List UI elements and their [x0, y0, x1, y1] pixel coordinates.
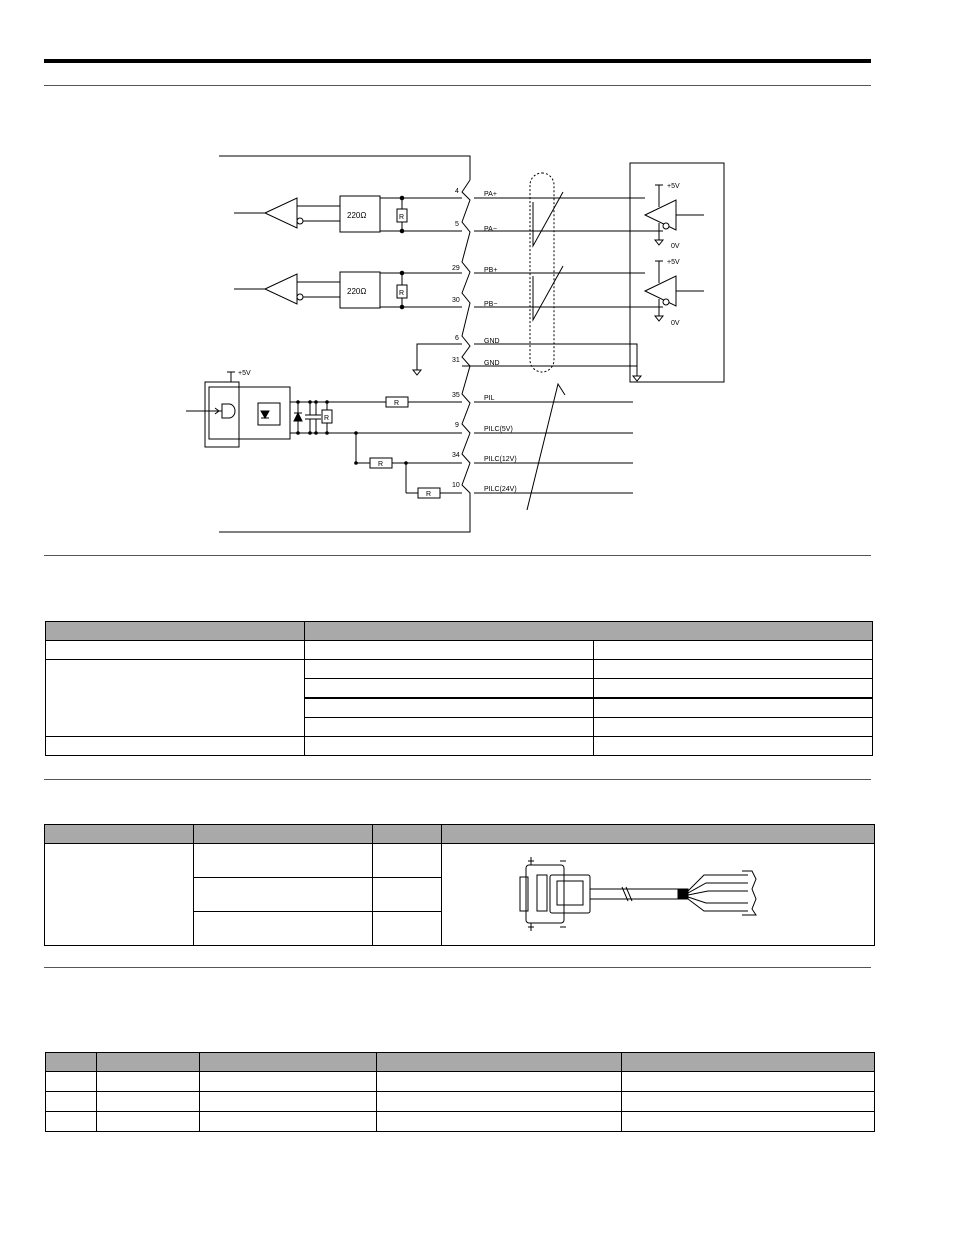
r-label: R — [324, 415, 330, 422]
pin-number: 31 — [452, 357, 460, 364]
pin-name: PIL — [484, 395, 495, 402]
r-label: R — [378, 461, 384, 468]
table-header-cell — [200, 1053, 377, 1072]
pin-number: 10 — [452, 482, 460, 489]
pin-name: PB+ — [484, 267, 498, 274]
table-header-cell — [46, 622, 305, 641]
table-row — [46, 641, 873, 660]
pin-name: GND — [484, 338, 500, 345]
plus5v-label: +5V — [667, 183, 680, 190]
table-row — [46, 737, 873, 756]
cable-table — [44, 824, 875, 946]
table-header-cell — [442, 825, 875, 844]
pin-name: PILC(24V) — [484, 486, 517, 493]
pin-name: PA− — [484, 226, 497, 233]
table-row — [46, 1112, 875, 1132]
spec-table — [45, 621, 873, 756]
table-header-cell — [46, 1053, 97, 1072]
table-header-cell — [377, 1053, 622, 1072]
table-header-cell — [373, 825, 442, 844]
table-header-cell — [194, 825, 373, 844]
pin-name: PB− — [484, 301, 498, 308]
r-label: R — [394, 400, 400, 407]
pin-number: 5 — [455, 221, 459, 228]
table-header-cell — [622, 1053, 875, 1072]
pin-number: 30 — [452, 297, 460, 304]
plus5v-label: +5V — [238, 370, 251, 377]
r-label: R — [426, 491, 432, 498]
r-label: R — [399, 290, 405, 297]
table-header-cell — [97, 1053, 200, 1072]
pin-name: PILC(12V) — [484, 456, 517, 463]
pin-name: GND — [484, 360, 500, 367]
table-header-cell — [45, 825, 194, 844]
plus5v-label: +5V — [667, 259, 680, 266]
table-row — [46, 660, 873, 679]
res220-label-a: 220Ω — [347, 211, 367, 220]
cable-illustration — [442, 845, 875, 945]
table-header-cell — [305, 622, 873, 641]
model-table — [45, 1052, 875, 1132]
pin-number: 4 — [455, 188, 459, 195]
res220-label-b: 220Ω — [347, 287, 367, 296]
section-rule-4 — [44, 967, 871, 968]
pin-number: 35 — [452, 392, 460, 399]
zero-v-label: 0V — [671, 243, 680, 250]
table-row — [46, 1092, 875, 1112]
pin-number: 6 — [455, 335, 459, 342]
wiring-diagram — [0, 0, 954, 560]
zero-v-label: 0V — [671, 320, 680, 327]
section-rule-3 — [44, 779, 871, 780]
pin-name: PA+ — [484, 191, 497, 198]
pin-number: 29 — [452, 265, 460, 272]
table-row — [46, 1072, 875, 1092]
section-rule-2 — [44, 555, 871, 556]
table-row — [45, 844, 875, 878]
pin-name: PILC(5V) — [484, 426, 513, 433]
pin-number: 9 — [455, 422, 459, 429]
pin-number: 34 — [452, 452, 460, 459]
r-label: R — [399, 214, 405, 221]
